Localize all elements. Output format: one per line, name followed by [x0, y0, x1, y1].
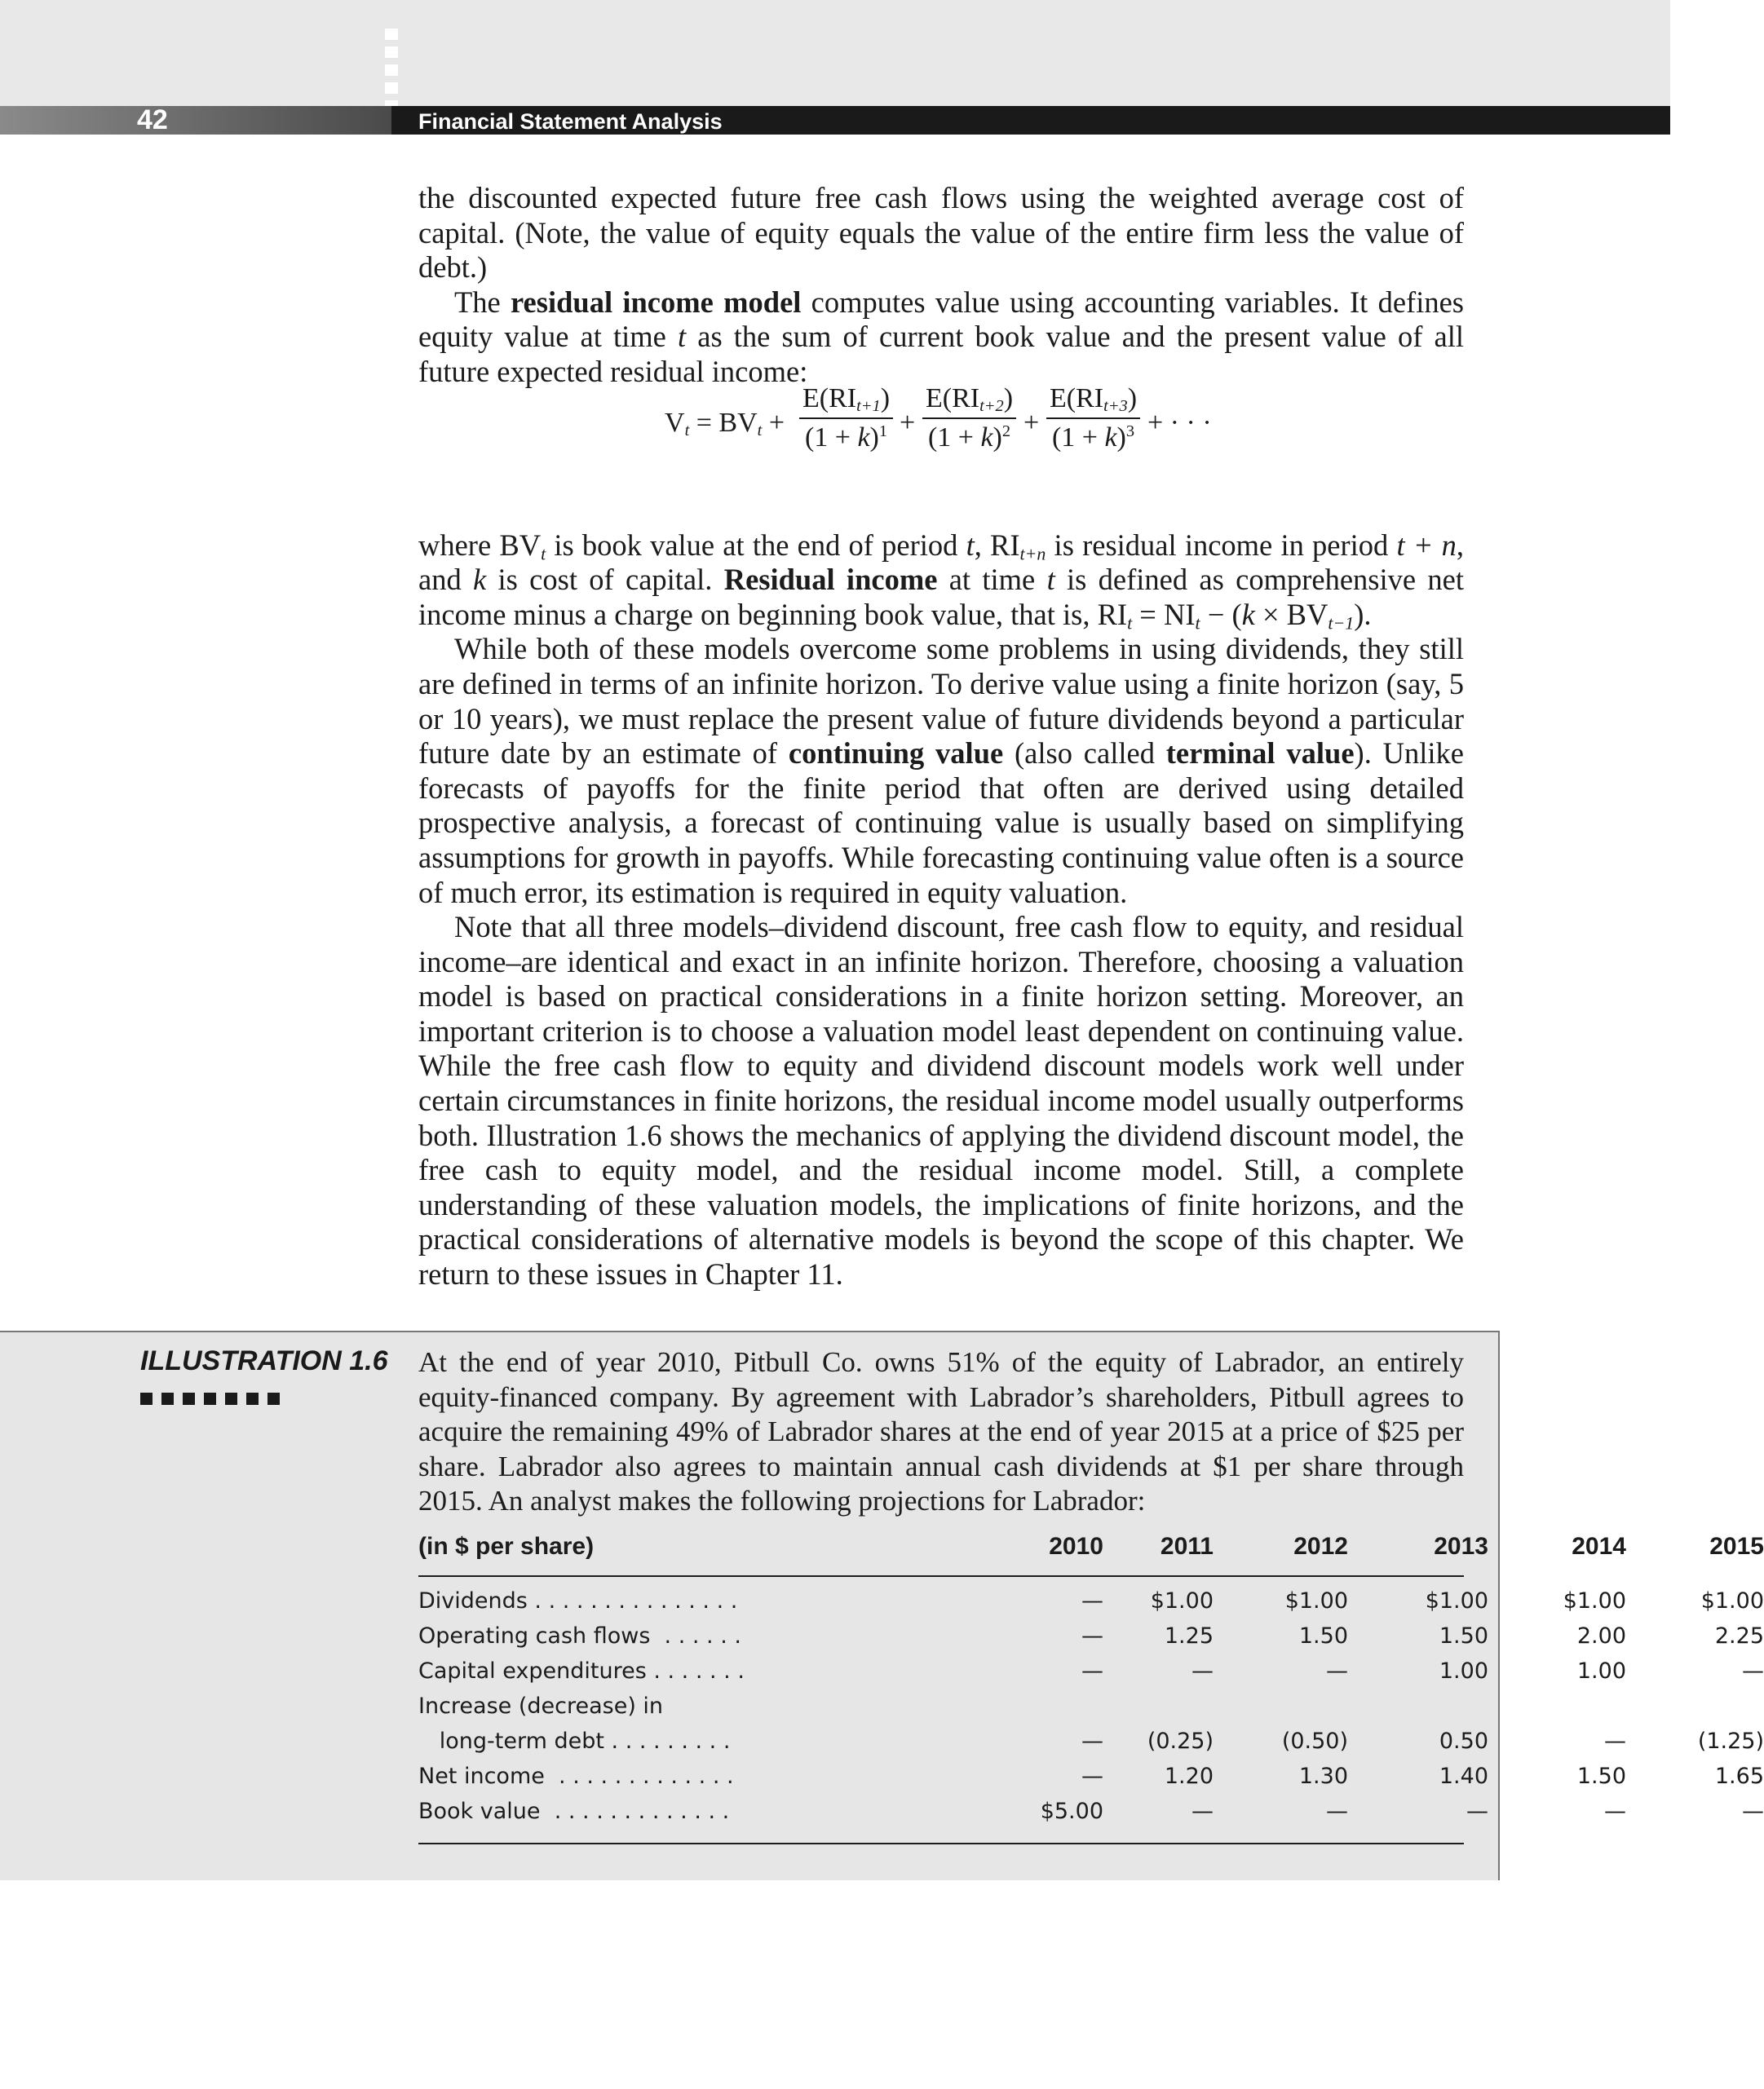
- eq-plus: +: [1023, 408, 1040, 438]
- table-cell: —: [1604, 1729, 1626, 1754]
- text-run: is defined as comprehensive net income minus a charge on beginning book value, that is, RI: [418, 563, 1464, 631]
- symbol-t: t: [966, 528, 975, 562]
- year-header: 2010: [1049, 1533, 1103, 1560]
- subscript: t: [757, 422, 763, 440]
- table-cell: (1.25): [1697, 1729, 1764, 1754]
- table-cell: —: [1191, 1658, 1214, 1684]
- symbol-k: k: [473, 563, 487, 597]
- table-cell: 1.00: [1576, 1658, 1626, 1684]
- table-cell: 1.50: [1576, 1764, 1626, 1789]
- exponent: 3: [1125, 422, 1135, 440]
- symbol-k: k: [857, 422, 870, 453]
- text-run: (1 +: [927, 422, 981, 453]
- text-run: (1 +: [1051, 422, 1105, 453]
- table-cell: —: [1081, 1623, 1103, 1649]
- table-row: [418, 1623, 1764, 1656]
- paragraph-3: [418, 528, 1464, 633]
- subscript: t: [541, 543, 546, 564]
- equation-fraction-1: [799, 383, 893, 453]
- row-label: Book value . . . . . . . . . . . . .: [418, 1799, 730, 1824]
- year-header: 2015: [1709, 1533, 1764, 1560]
- table-row: [418, 1729, 1764, 1761]
- subscript: t+n: [1019, 543, 1046, 564]
- table-cell: 1.20: [1164, 1764, 1214, 1789]
- symbol-t-plus-n: t + n: [1396, 528, 1457, 562]
- subscript: t: [1127, 612, 1133, 634]
- text-run: E(RI: [926, 383, 980, 413]
- running-head: Financial Statement Analysis: [418, 109, 723, 134]
- table-cell: —: [1081, 1729, 1103, 1754]
- table-cell: (0.25): [1147, 1729, 1214, 1754]
- term-terminal-value: terminal value: [1165, 736, 1355, 771]
- text-run: (also called: [1003, 736, 1166, 771]
- table-cell: $1.00: [1150, 1588, 1214, 1614]
- subscript: t−1: [1328, 612, 1355, 634]
- subscript: t: [684, 422, 690, 440]
- text-run: ): [1003, 383, 1014, 413]
- text-run: ): [1127, 383, 1138, 413]
- table-cell: $1.00: [1700, 1588, 1764, 1614]
- residual-income-equation: [665, 383, 1236, 471]
- table-cell: 0.50: [1439, 1729, 1488, 1754]
- year-header: 2013: [1434, 1533, 1488, 1560]
- text-run: where BV: [418, 528, 542, 562]
- table-cell: 2.00: [1576, 1623, 1626, 1649]
- table-cell: $1.00: [1563, 1588, 1626, 1614]
- text-run: × BV: [1254, 597, 1329, 631]
- subscript: t+3: [1103, 397, 1128, 416]
- text-run: , and: [418, 528, 1464, 597]
- text-run: ).: [1354, 597, 1372, 631]
- fraction-numerator: [799, 383, 893, 419]
- illustration-title: ILLUSTRATION 1.6: [140, 1345, 388, 1376]
- symbol-t: t: [1046, 563, 1055, 597]
- table-cell: 2.25: [1714, 1623, 1764, 1649]
- row-label: Capital expenditures . . . . . . .: [418, 1658, 745, 1684]
- table-cell: —: [1742, 1799, 1764, 1824]
- table-row: [418, 1694, 1464, 1726]
- year-header: 2012: [1293, 1533, 1348, 1560]
- illustration-text: At the end of year 2010, Pitbull Co. owns 51% of the equity of Labrador, an entirely equity-financed company. By agreement with Labrador’s shareholders, Pitbull agrees to acquire the remaining 49% of Labrador shares at the end of year 2015 at a price of $25 per share. Labrador also agrees to maintain annual cash dividends at $1 per share through 2015. An analyst makes the following projections for Labrador:: [418, 1346, 1464, 1517]
- table-row: [418, 1799, 1764, 1831]
- table-cell: —: [1466, 1799, 1488, 1824]
- eq-v: V: [665, 408, 685, 438]
- table-cell: 1.50: [1439, 1623, 1488, 1649]
- text-run: is book value at the end of period: [546, 528, 966, 562]
- fraction-denominator: [799, 419, 893, 453]
- table-cell: 1.25: [1164, 1623, 1214, 1649]
- top-band: [0, 0, 1670, 106]
- text-run: E(RI: [1050, 383, 1104, 413]
- page-number: 42: [137, 104, 168, 135]
- term-residual-income: Residual income: [723, 563, 938, 597]
- fraction-denominator: [1046, 419, 1140, 453]
- subscript: t+1: [856, 397, 881, 416]
- text-run: While both of these models overcome some problems in using dividends, they still are defined in terms of an infinite horizon. To derive value using a finite horizon (say, 5 or 10 years), we must replace the present value of future dividends beyond a particular future date by an estimate of: [418, 632, 1464, 771]
- table-cell: 1.30: [1298, 1764, 1348, 1789]
- text-run: The: [454, 285, 511, 319]
- row-label: long-term debt . . . . . . . . .: [418, 1729, 731, 1754]
- table-cell: $5.00: [1040, 1799, 1103, 1824]
- body-text: [418, 181, 1464, 1292]
- table-cell: 1.00: [1439, 1658, 1488, 1684]
- symbol-k: k: [980, 422, 993, 453]
- term-continuing-value: continuing value: [788, 736, 1004, 771]
- exponent: 1: [878, 422, 888, 440]
- table-cell: $1.00: [1284, 1588, 1348, 1614]
- text-run: ): [993, 422, 1002, 453]
- eq-plus: +: [768, 408, 785, 438]
- paragraph-4: [418, 632, 1464, 910]
- text-run: as the sum of current book value and the present value of all future expected residual income:: [418, 320, 1464, 388]
- table-cell: —: [1604, 1799, 1626, 1824]
- symbol-k: k: [1241, 597, 1255, 631]
- header-bar-gradient: [0, 106, 391, 135]
- fraction-numerator: [1046, 383, 1140, 419]
- text-run: E(RI: [802, 383, 857, 413]
- row-label: Increase (decrease) in: [418, 1694, 664, 1719]
- table-header-rule: [418, 1575, 1464, 1577]
- fraction-numerator: [922, 383, 1016, 419]
- table-cell: —: [1191, 1799, 1214, 1824]
- exponent: 2: [1001, 422, 1011, 440]
- table-cell: 1.40: [1439, 1764, 1488, 1789]
- symbol-k: k: [1104, 422, 1117, 453]
- table-cell: —: [1326, 1658, 1348, 1684]
- text-run: − (: [1200, 597, 1242, 631]
- table-cell: —: [1081, 1658, 1103, 1684]
- illustration-squares: [140, 1393, 289, 1408]
- table-cell: 1.65: [1714, 1764, 1764, 1789]
- text-run: at time: [937, 563, 1047, 597]
- table-row: [418, 1658, 1764, 1691]
- row-label: Dividends . . . . . . . . . . . . . . .: [418, 1588, 738, 1614]
- table-row: [418, 1764, 1764, 1796]
- text-run: is cost of capital.: [486, 563, 724, 597]
- text-run: , RI: [974, 528, 1020, 562]
- term-residual-income-model: residual income model: [511, 285, 802, 319]
- eq-ellipsis: + · · ·: [1147, 408, 1212, 438]
- table-cell: (0.50): [1281, 1729, 1348, 1754]
- text-run: ). Unlike forecasts of payoffs for the finite period that often are derived using detailed prospective analysis, a forecast of continuing value is usually based on simplifying assumptions for growth in payoffs. While forecasting continuing value often is a source of much error, its estimation is required in equity valuation.: [418, 736, 1464, 909]
- text-run: = NI: [1132, 597, 1196, 631]
- paragraph-2: [418, 285, 1464, 390]
- table-row: [418, 1588, 1764, 1621]
- paragraph-5: Note that all three models–dividend discount, free cash flow to equity, and residual income–are identical and exact in an infinite horizon. Therefore, choosing a valuation model is based on practical considerations in a finite horizon setting. Moreover, an important criterion is to choose a valuation model least dependent on continuing value. While the free cash flow to equity and dividend discount models work well under certain circumstances in finite horizons, the residual income model usually outperforms both. Illustration 1.6 shows the mechanics of applying the dividend discount model, the free cash to equity model, and the residual income model. Still, a complete understanding of these valuation models, the implications of finite horizons, and the practical considerations of alternative models is beyond the scope of this chapter. We return to these issues in Chapter 11.: [418, 910, 1464, 1292]
- row-label: Net income . . . . . . . . . . . . .: [418, 1764, 734, 1789]
- fraction-denominator: [922, 419, 1016, 453]
- text-run: ): [869, 422, 879, 453]
- symbol-t: t: [677, 320, 687, 354]
- eq-bv: = BV: [689, 408, 758, 438]
- text-run: ): [1116, 422, 1126, 453]
- table-cell: —: [1081, 1588, 1103, 1614]
- table-cell: $1.00: [1425, 1588, 1488, 1614]
- equation-lhs: [665, 408, 785, 439]
- text-run: ): [880, 383, 891, 413]
- equation-fraction-2: [922, 383, 1016, 453]
- paragraph-1: the discounted expected future free cash flows using the weighted average cost of capital. (Note, the value of equity equals the value of the entire firm less the value of debt.): [418, 181, 1464, 285]
- eq-plus: +: [900, 408, 916, 438]
- text-run: (1 +: [804, 422, 858, 453]
- table-unit-header: (in $ per share): [418, 1533, 595, 1560]
- year-header: 2011: [1160, 1533, 1214, 1560]
- table-bottom-rule: [418, 1843, 1464, 1844]
- table-cell: 1.50: [1298, 1623, 1348, 1649]
- subscript: t: [1195, 612, 1200, 634]
- year-header: 2014: [1572, 1533, 1626, 1560]
- table-cell: —: [1742, 1658, 1764, 1684]
- text-run: computes value using accounting variables. It defines equity value at time: [418, 285, 1464, 354]
- subscript: t+2: [979, 397, 1004, 416]
- row-label: Operating cash flows . . . . . .: [418, 1623, 741, 1649]
- equation-fraction-3: [1046, 383, 1140, 453]
- table-cell: —: [1081, 1764, 1103, 1789]
- table-cell: —: [1326, 1799, 1348, 1824]
- text-run: is residual income in period: [1046, 528, 1397, 562]
